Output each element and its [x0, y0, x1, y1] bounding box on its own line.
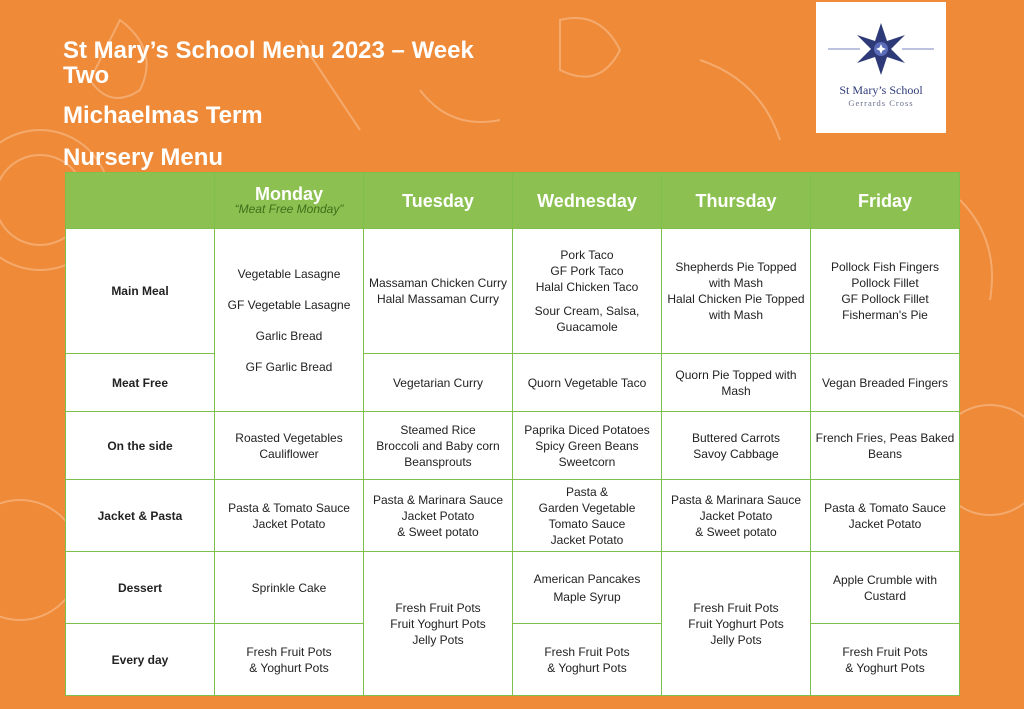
menu-item: Quorn Pie Topped with: [675, 367, 797, 382]
cell-friday-dessert: [811, 552, 960, 624]
row-label-every-day: Every day: [66, 624, 215, 696]
day-header-monday: [215, 173, 364, 229]
cell-tuesday-main: [364, 229, 513, 354]
row-jacket-pasta: [66, 480, 960, 552]
menu-item: Fruit Yoghurt Pots: [390, 616, 486, 631]
menu-item: Massaman Chicken Curry: [368, 276, 508, 290]
menu-item: French Fries, Peas Baked: [815, 430, 955, 445]
menu-title: St Mary’s School Menu 2023 – Week Two: [63, 37, 474, 89]
menu-item: Savoy Cabbage: [693, 446, 779, 461]
cell-friday-meat-free: Vegan Breaded Fingers: [811, 354, 960, 412]
day-name: Monday: [254, 183, 323, 204]
menu-item: GF Garlic Bread: [245, 359, 333, 374]
row-label-dessert: Dessert: [66, 552, 215, 624]
menu-item: Garden Vegetable: [538, 500, 636, 515]
cell-thursday-main: [662, 229, 811, 354]
menu-item: & Sweet potato: [695, 524, 777, 539]
menu-item: Tomato Sauce: [548, 516, 626, 531]
row-label-on-the-side: On the side: [66, 412, 215, 480]
logo-school-name: St Mary’s School: [839, 83, 923, 97]
cell-friday-main: [811, 229, 960, 354]
menu-item: Fresh Fruit Pots: [544, 644, 630, 659]
menu-item: Jacket Potato: [699, 508, 773, 523]
cell-wednesday-every-day: [513, 624, 662, 696]
day-header-wednesday: Wednesday: [513, 173, 662, 229]
menu-item: Broccoli and Baby corn: [376, 438, 500, 453]
menu-item: Sour Cream, Salsa,: [534, 304, 640, 318]
menu-item: Jacket Potato: [252, 516, 326, 531]
cell-tuesday-meat-free: Vegetarian Curry: [364, 354, 513, 412]
cell-wednesday-side: [513, 412, 662, 480]
day-subtitle: “Meat Free Monday”: [234, 201, 344, 216]
cell-tuesday-dessert-every-day: [364, 552, 513, 696]
menu-item: & Yoghurt Pots: [845, 660, 925, 675]
menu-item: & Yoghurt Pots: [547, 660, 627, 675]
menu-item: Pasta &: [565, 484, 609, 499]
cell-tuesday-jacket: [364, 480, 513, 552]
cell-wednesday-main: [513, 229, 662, 354]
menu-item: Jacket Potato: [401, 508, 475, 523]
menu-item: GF Pork Taco: [550, 264, 624, 278]
menu-item: & Sweet potato: [397, 524, 479, 539]
menu-item: GF Vegetable Lasagne: [227, 297, 351, 312]
menu-item: Fresh Fruit Pots: [246, 644, 332, 659]
menu-item: Custard: [863, 588, 907, 603]
cell-thursday-dessert-every-day: [662, 552, 811, 696]
menu-item: Fisherman's Pie: [842, 308, 928, 322]
menu-item: Sweetcorn: [558, 454, 616, 469]
cell-friday-jacket: [811, 480, 960, 552]
cell-thursday-jacket: [662, 480, 811, 552]
cell-tuesday-side: [364, 412, 513, 480]
school-crest-icon: [816, 2, 946, 82]
school-logo: [816, 2, 946, 133]
menu-item: Roasted Vegetables: [235, 430, 343, 445]
menu-item: Fresh Fruit Pots: [395, 600, 481, 615]
cell-wednesday-jacket: [513, 480, 662, 552]
menu-item: & Yoghurt Pots: [249, 660, 329, 675]
menu-item: Beansprouts: [404, 454, 472, 469]
menu-item: Mash: [721, 383, 751, 398]
menu-table: [65, 172, 960, 696]
header-row: [66, 173, 960, 229]
menu-item: Buttered Carrots: [691, 430, 781, 445]
menu-item: American Pancakes: [533, 571, 641, 586]
row-label-main-meal: Main Meal: [66, 229, 215, 354]
row-label-meat-free: Meat Free: [66, 354, 215, 412]
cell-monday-side: [215, 412, 364, 480]
menu-item: Pasta & Tomato Sauce: [228, 500, 350, 515]
menu-item: Garlic Bread: [255, 328, 323, 343]
row-meat-free: [66, 354, 960, 412]
menu-item: Pasta & Marinara Sauce: [670, 492, 802, 507]
menu-item: Halal Chicken Pie Topped: [667, 292, 805, 306]
menu-item: Halal Massaman Curry: [376, 292, 500, 306]
menu-item: Fresh Fruit Pots: [842, 644, 928, 659]
menu-item: GF Pollock Fillet: [841, 292, 929, 306]
cell-monday-dessert: Sprinkle Cake: [215, 552, 364, 624]
title-block: [63, 38, 503, 172]
menu-item: Pollock Fillet: [851, 276, 919, 290]
term-title: Michaelmas Term: [63, 102, 263, 129]
menu-item: Spicy Green Beans: [535, 438, 639, 453]
cell-wednesday-dessert: [513, 552, 662, 624]
menu-item: Pasta & Marinara Sauce: [372, 492, 504, 507]
menu-item: with Mash: [708, 308, 764, 322]
menu-item: Steamed Rice: [400, 422, 476, 437]
menu-item: Pasta & Tomato Sauce: [824, 500, 946, 515]
day-header-thursday: Thursday: [662, 173, 811, 229]
menu-item: Paprika Diced Potatoes: [524, 422, 650, 437]
menu-item: Jacket Potato: [848, 516, 922, 531]
menu-item: Shepherds Pie Topped: [675, 260, 797, 274]
menu-item: Beans: [867, 446, 903, 461]
row-label-jacket-pasta: Jacket & Pasta: [66, 480, 215, 552]
menu-item: Maple Syrup: [553, 589, 621, 604]
row-dessert: [66, 552, 960, 624]
cell-friday-every-day: [811, 624, 960, 696]
menu-item: Vegetable Lasagne: [237, 266, 341, 281]
menu-item: Fruit Yoghurt Pots: [688, 616, 784, 631]
menu-item: with Mash: [708, 276, 764, 290]
menu-item: Halal Chicken Taco: [535, 280, 639, 294]
menu-name-title: Nursery Menu: [63, 144, 224, 171]
menu-item: Jacket Potato: [550, 532, 624, 547]
menu-item: Cauliflower: [259, 446, 319, 461]
corner-cell: [66, 173, 215, 229]
menu-item: Jelly Pots: [710, 632, 762, 647]
cell-wednesday-meat-free: Quorn Vegetable Taco: [513, 354, 662, 412]
menu-item: Apple Crumble with: [832, 572, 938, 587]
cell-thursday-meat-free: [662, 354, 811, 412]
cell-monday-jacket: [215, 480, 364, 552]
menu-item: Guacamole: [556, 320, 618, 334]
cell-monday-main: [215, 229, 364, 412]
cell-friday-side: [811, 412, 960, 480]
cell-monday-every-day: [215, 624, 364, 696]
day-header-tuesday: Tuesday: [364, 173, 513, 229]
day-header-friday: Friday: [811, 173, 960, 229]
row-every-day: [66, 624, 960, 696]
menu-item: Jelly Pots: [412, 632, 464, 647]
menu-item: Pork Taco: [560, 248, 614, 262]
cell-thursday-side: [662, 412, 811, 480]
logo-location: Gerrards Cross: [848, 98, 914, 108]
menu-item: Fresh Fruit Pots: [693, 600, 779, 615]
menu-item: Pollock Fish Fingers: [830, 260, 940, 274]
row-on-the-side: [66, 412, 960, 480]
row-main-meal: [66, 229, 960, 354]
